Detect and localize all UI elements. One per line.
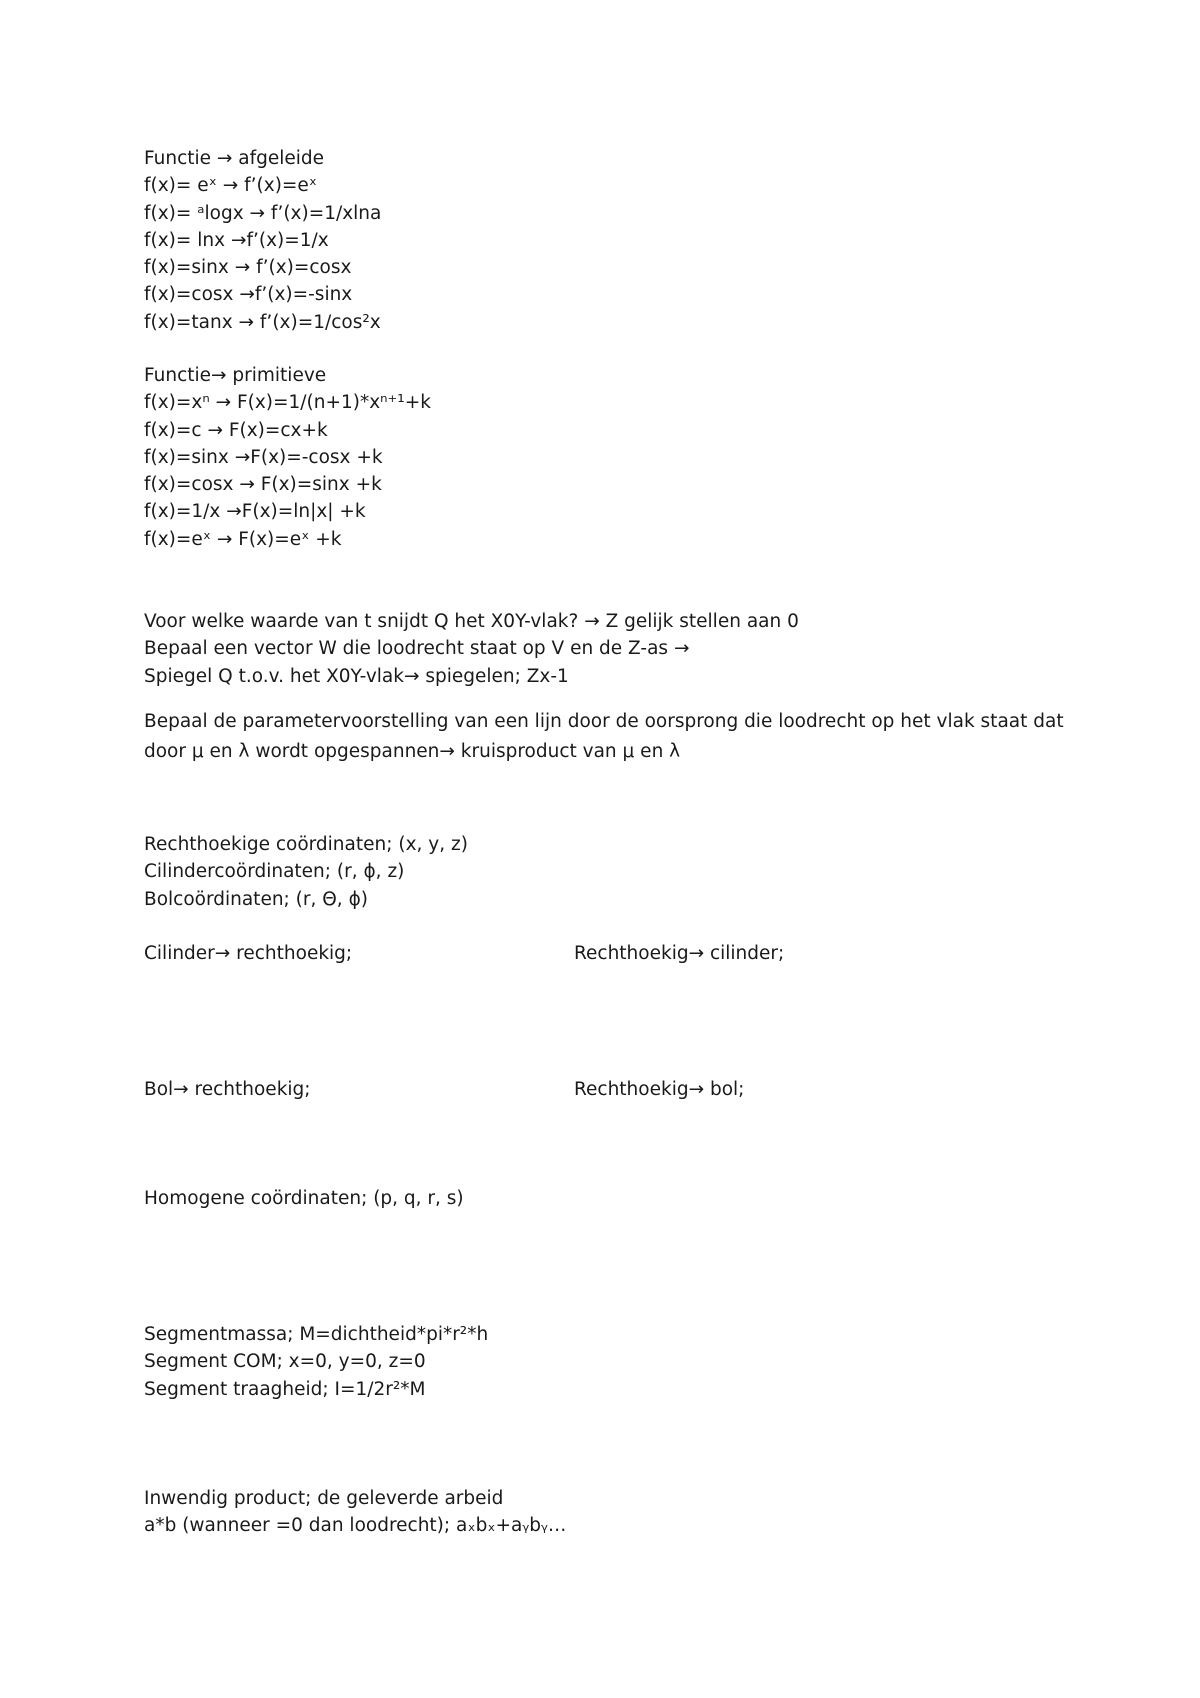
derivatives-section	[144, 145, 381, 336]
parametric-line: door μ en λ wordt opgespannen→ kruisproduct van μ en λ	[144, 741, 681, 762]
vector-line: Bepaal een vector W die loodrecht staat op V en de Z-as →	[144, 638, 690, 660]
vector-line: Spiegel Q t.o.v. het X0Y-vlak→ spiegelen; Zx-1	[144, 665, 569, 687]
primitive-line: f(x)=sinx →F(x)=-cosx +k	[144, 446, 383, 468]
segment-line: Segment traagheid; I=1/2r²*M	[144, 1378, 426, 1400]
inner-product-section	[144, 1485, 566, 1540]
segment-section	[144, 1321, 488, 1403]
segment-line: Segment COM; x=0, y=0, z=0	[144, 1351, 426, 1373]
derivative-line: f(x)= eˣ → f’(x)=eˣ	[144, 175, 318, 197]
parametric-section	[144, 707, 1064, 767]
inner-product-line: Inwendig product; de geleverde arbeid	[144, 1488, 504, 1509]
coordinate-line: Bolcoördinaten; (r, Θ, ϕ)	[144, 888, 368, 910]
derivative-line: f(x)= lnx →f’(x)=1/x	[144, 229, 329, 251]
derivative-line: f(x)=sinx → f’(x)=cosx	[144, 257, 352, 279]
derivative-line: f(x)=cosx →f’(x)=-sinx	[144, 284, 353, 306]
derivatives-heading: Functie → afgeleide	[144, 148, 325, 169]
primitives-section	[144, 362, 431, 553]
primitive-line: f(x)=c → F(x)=cx+k	[144, 419, 328, 441]
primitive-line: f(x)=cosx → F(x)=sinx +k	[144, 474, 382, 496]
rect-to-cyl-heading: Rechthoekig→ cilinder;	[574, 943, 785, 964]
primitive-line: f(x)=1/x →F(x)=ln|x| +k	[144, 501, 366, 523]
homogeneous-section	[144, 1185, 464, 1212]
derivative-line: f(x)= ᵃlogx → f’(x)=1/xlna	[144, 202, 382, 224]
primitive-line: f(x)=eˣ → F(x)=eˣ +k	[144, 528, 342, 550]
inner-product-line: a*b (wanneer =0 dan loodrecht); aₓbₓ+aᵧbᵧ…	[144, 1515, 567, 1537]
coordinate-line: Cilindercoördinaten; (r, ϕ, z)	[144, 861, 405, 883]
primitives-heading: Functie→ primitieve	[144, 365, 327, 386]
primitive-line: f(x)=xⁿ → F(x)=1/(n+1)*xⁿ⁺¹+k	[144, 392, 431, 414]
sphere-to-rect-heading: Bol→ rechthoekig;	[144, 1079, 311, 1100]
coordinates-section	[144, 831, 468, 913]
derivative-line: f(x)=tanx → f’(x)=1/cos²x	[144, 311, 381, 333]
rect-to-sphere-heading: Rechthoekig→ bol;	[574, 1079, 745, 1100]
parametric-line: Bepaal de parametervoorstelling van een lijn door de oorsprong die loodrecht op het vlak staat dat	[144, 711, 1064, 732]
vector-line: Voor welke waarde van t snijdt Q het X0Y-vlak? → Z gelijk stellen aan 0	[144, 611, 799, 632]
homogeneous-line: Homogene coördinaten; (p, q, r, s)	[144, 1188, 464, 1209]
coordinate-line: Rechthoekige coördinaten; (x, y, z)	[144, 834, 468, 855]
vectors-section	[144, 608, 799, 690]
segment-line: Segmentmassa; M=dichtheid*pi*r²*h	[144, 1324, 489, 1345]
cyl-to-rect-heading: Cilinder→ rechthoekig;	[144, 943, 353, 964]
